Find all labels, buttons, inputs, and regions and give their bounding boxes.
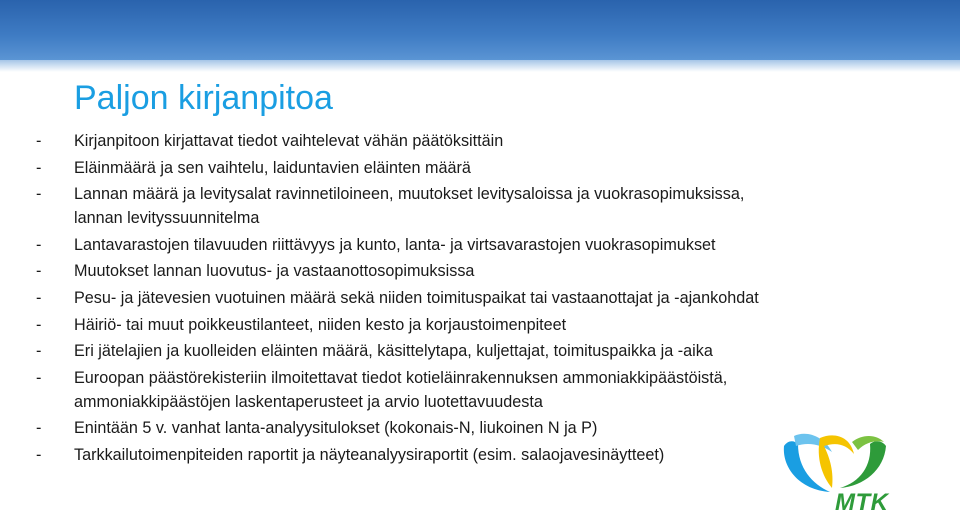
list-item [36,129,936,153]
bullet-dash: - [36,368,42,387]
bullet-text: Tarkkailutoimenpiteiden raportit ja näyteanalyysiraportit (esim. salaojavesinäytteet) [74,445,665,464]
list-item [36,313,936,337]
slide-title: Paljon kirjanpitoa [74,79,333,117]
list-item [36,259,936,283]
bullet-text: Euroopan päästörekisteriin ilmoitettavat tiedot kotieläinrakennuksen ammoniakkipäästöistä, ammoniakkipäästöjen laskentaperusteet ja arvio luotettavuudesta [74,368,728,411]
header-bar-shadow [0,60,960,72]
bullet-dash: - [36,342,42,361]
list-item [36,339,936,363]
bullet-dash: - [36,132,42,150]
bullet-dash: - [36,185,42,204]
bullet-text: Lannan määrä ja levitysalat ravinnetiloineen, muutokset levitysaloissa ja vuokrasopimuksissa, lannan levityssuunnitelma [74,185,745,228]
bullet-list [36,129,936,470]
bullet-text: Lantavarastojen tilavuuden riittävyys ja kunto, lanta- ja virtsavarastojen vuokrasopimukset [74,235,716,254]
bullet-text: Eläinmäärä ja sen vaihtelu, laiduntavien eläinten määrä [74,158,471,177]
bullet-text: Kirjanpitoon kirjattavat tiedot vaihtelevat vähän päätöksittäin [74,132,504,150]
bullet-text: Muutokset lannan luovutus- ja vastaanottosopimuksissa [74,262,475,281]
bullet-dash: - [36,262,42,281]
bullet-dash: - [36,158,42,177]
bullet-dash: - [36,288,42,307]
bullet-text: Eri jätelajien ja kuolleiden eläinten määrä, käsittelytapa, kuljettajat, toimituspaikka ja -aika [74,342,713,361]
bullet-text: Pesu- ja jätevesien vuotuinen määrä sekä niiden toimituspaikat tai vastaanottajat ja -ajankohdat [74,288,759,307]
header-bar [0,0,960,60]
list-item [36,366,936,414]
list-item [36,182,936,230]
bullet-dash: - [36,419,42,438]
list-item [36,286,936,310]
list-item [36,156,936,180]
bullet-dash: - [36,445,42,464]
bullet-dash: - [36,235,42,254]
mtk-logo-text: MTK [835,489,889,516]
bullet-text: Häiriö- tai muut poikkeustilanteet, niiden kesto ja korjaustoimenpiteet [74,315,567,334]
bullet-text: Enintään 5 v. vanhat lanta-analyysitulokset (kokonais-N, liukoinen N ja P) [74,419,598,438]
list-item [36,233,936,257]
bullet-dash: - [36,315,42,334]
